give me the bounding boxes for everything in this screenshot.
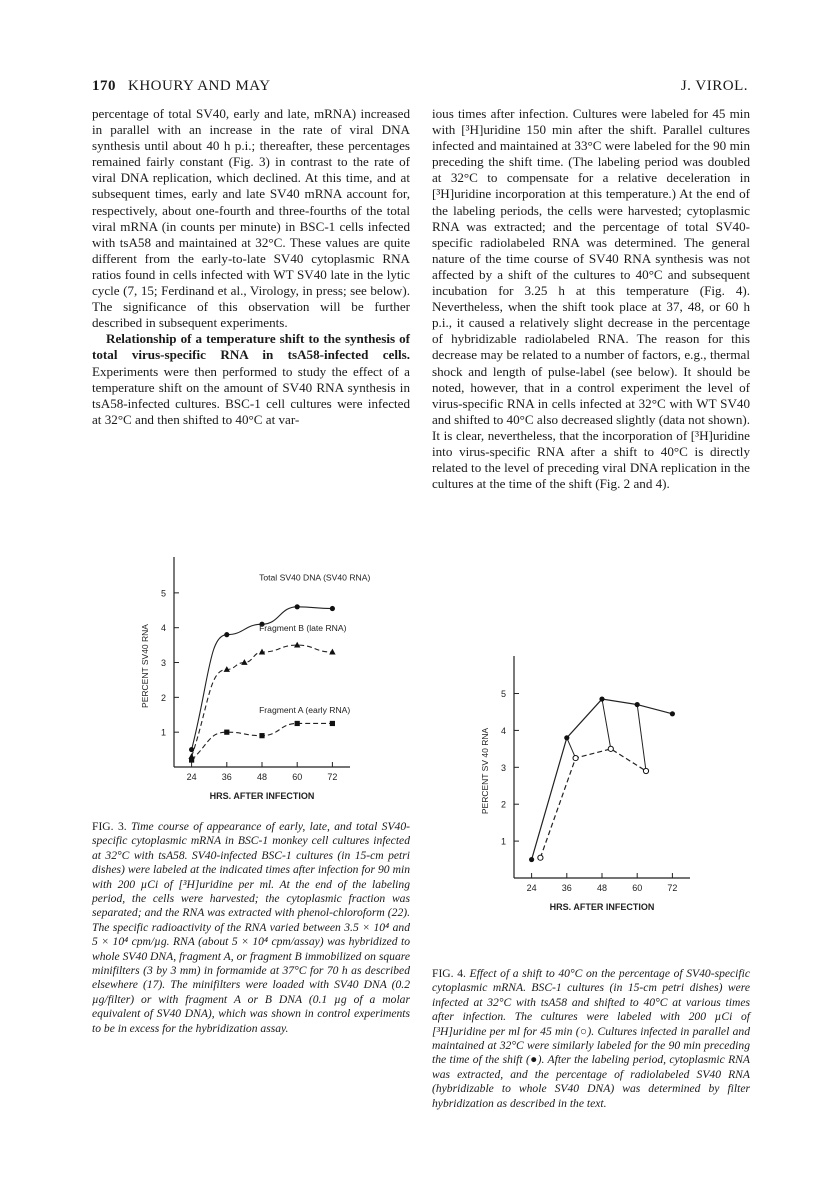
x-tick-label: 24 bbox=[186, 772, 197, 782]
figure-4-caption bbox=[432, 967, 750, 1111]
data-point bbox=[608, 746, 613, 751]
right-column bbox=[432, 106, 750, 492]
figure-3-label: FIG. 3. bbox=[92, 820, 127, 833]
data-point bbox=[538, 855, 543, 860]
data-point bbox=[189, 747, 194, 752]
x-axis-label: HRS. AFTER INFECTION bbox=[549, 902, 655, 912]
y-tick-label: 1 bbox=[500, 836, 506, 847]
data-point bbox=[599, 696, 604, 701]
data-point bbox=[330, 606, 335, 611]
data-point bbox=[189, 757, 194, 762]
data-point bbox=[295, 721, 300, 726]
x-axis-label: HRS. AFTER INFECTION bbox=[209, 791, 315, 801]
body-text: Experiments were then performed to study the effect of a temperature shift on the amount of SV40 RNA synthesis in tsA58-infected cultures. BSC-1 cell cultures were infected at 32°C and then shifted to 40°C at var- bbox=[92, 363, 410, 427]
figure-3-chart bbox=[130, 545, 370, 807]
running-authors: KHOURY AND MAY bbox=[128, 78, 271, 94]
series-line bbox=[540, 749, 646, 858]
data-point bbox=[224, 730, 229, 735]
y-axis-label: PERCENT SV40 RNA bbox=[140, 624, 150, 708]
y-tick-label: 1 bbox=[160, 727, 166, 738]
y-tick-label: 3 bbox=[500, 762, 506, 773]
data-point bbox=[635, 702, 640, 707]
running-header bbox=[92, 78, 748, 100]
section-heading: Relationship of a temperature shift to the synthesis of total virus-specific RNA in tsA58-infected cells. bbox=[92, 331, 410, 363]
figure-3-caption bbox=[92, 820, 410, 1036]
shift-connector bbox=[602, 699, 611, 749]
series-label: Fragment B (late RNA) bbox=[259, 623, 347, 634]
body-paragraph: percentage of total SV40, early and late, mRNA) increased in parallel with an increase in the rate of viral DNA synthesis until about 40 h p.i.; thereafter, these percentages remained fairly constant (Fig. 3) in contrast to the rate of viral DNA replication, which declined. At this time, and at subsequent times, early and late SV40 mRNA account for, respectively, about one-fourth and three-fourths of the total viral mRNA (in counts per minute) in BSC-1 cells infected with tsA58 and maintained at 32°C. These values are quite different from the early-to-late SV40 cytoplasmic RNA ratios found in cells infected with WT SV40 late in the lytic cycle (7, 15; Ferdinand et al., Virology, in press; see below). The significance of this observation will be further described in subsequent experiments. bbox=[92, 106, 410, 331]
data-point bbox=[224, 632, 229, 637]
x-tick-label: 72 bbox=[327, 772, 338, 782]
y-tick-label: 4 bbox=[500, 725, 506, 736]
x-tick-label: 48 bbox=[256, 772, 268, 782]
series-line bbox=[192, 723, 333, 760]
data-point bbox=[670, 711, 675, 716]
x-tick-label: 24 bbox=[526, 883, 537, 893]
data-point bbox=[573, 755, 578, 760]
figure-4-chart bbox=[470, 650, 710, 922]
figure-4-caption-text: Effect of a shift to 40°C on the percentage of SV40-specific cytoplasmic mRNA. BSC-1 cultures (in 15-cm petri dishes) were infected at 32°C with tsA58 and shifted to 40°C at various times after infection. The cultures were labeled with 200 µCi of [³H]uridine per ml for 45 min (○). Cultures infected in parallel and maintained at 32°C were similarly labeled for the 90 min preceding the time of the shift (●). After the labeling period, cytoplasmic RNA was extracted, and the percentage of radiolabeled SV40 RNA (hybridizable to whole SV40 DNA) was determined by filter hybridization as described in the text. bbox=[432, 967, 750, 1110]
x-tick-label: 60 bbox=[292, 772, 303, 782]
y-tick-label: 5 bbox=[160, 588, 166, 599]
x-tick-label: 72 bbox=[667, 883, 678, 893]
data-point bbox=[241, 659, 247, 665]
series-line bbox=[532, 699, 673, 860]
body-paragraph: ious times after infection. Cultures were labeled for 45 min with [³H]uridine 150 min after the shift. Parallel cultures infected and maintained at 33°C were labeled for the 90 min preceding the shift time. (The labeling period was doubled at 32°C to compensate for a relative deceleration in [³H]uridine incorporation at this temperature.) At the end of the labeling periods, the cells were harvested; cytoplasmic RNA was extracted; and the percentage of total SV40-specific radiolabeled RNA was determined. The general nature of the time course of SV40 RNA synthesis was not affected by a shift of the cultures to 40°C and subsequent incubation for 3.25 h at this temperature (Fig. 4). Nevertheless, when the shift took place at 37, 48, or 60 h p.i., it caused a relatively slight decrease in the percentage of hybridizable radiolabeled RNA. The reason for this decrease may be related to a number of factors, e.g., thermal shock and length of pulse-label (see below). It should be noted, however, that in a control experiment the level of virus-specific RNA in cells infected at 32°C with WT SV40 and shifted to 40°C also decreased slightly (data not shown). It is clear, nevertheless, that the incorporation of [³H]uridine into virus-specific RNA after a shift to 40°C is directly related to the level of preceding viral DNA replication in the cultures at the time of the shift (Fig. 2 and 4). bbox=[432, 106, 750, 492]
series-label: Total SV40 DNA (SV40 RNA) bbox=[259, 572, 370, 583]
figure-3-caption-text: Time course of appearance of early, late, and total SV40-specific cytoplasmic mRNA in BSC-1 monkey cell cultures infected at 32°C with tsA58. SV40-infected BSC-1 cultures (in 15-cm petri dishes) were labeled at the indicated times after infection for 90 min with 200 µCi of [³H]uridine per ml. At the end of the labeling period, the cells were harvested; the cytoplasmic fraction was separated; and the RNA was extracted with phenol-chloroform (22). The specific radioactivity of the RNA varied between 3.5 × 10⁴ and 5 × 10⁴ cpm/µg. RNA (about 5 × 10⁴ cpm/assay) was hybridized to whole SV40 DNA, fragment A, or fragment B immobilized on square minifilters (3 by 3 mm) in formamide at 37°C for 70 h as described elsewhere (17). The minifilters were loaded with SV40 DNA (0.2 µg/filter) or with fragment A or B DNA (0.1 µg of a molar equivalent of SV40 DNA), which was shown in control experiments to be in excess for the hybridization assay. bbox=[92, 820, 410, 1035]
data-point bbox=[330, 721, 335, 726]
data-point bbox=[564, 735, 569, 740]
x-tick-label: 60 bbox=[632, 883, 643, 893]
x-tick-label: 48 bbox=[596, 883, 608, 893]
y-tick-label: 4 bbox=[160, 623, 166, 634]
data-point bbox=[529, 857, 534, 862]
y-axis-label: PERCENT SV 40 RNA bbox=[480, 727, 490, 815]
data-point bbox=[295, 604, 300, 609]
y-tick-label: 2 bbox=[160, 692, 166, 703]
page-number: 170 bbox=[92, 78, 116, 94]
y-tick-label: 3 bbox=[160, 658, 166, 669]
series-line bbox=[192, 645, 333, 756]
y-tick-label: 5 bbox=[500, 689, 506, 700]
shift-connector bbox=[567, 738, 576, 758]
shift-connector bbox=[637, 705, 646, 771]
figure-4-label: FIG. 4. bbox=[432, 967, 466, 980]
journal-name: J. VIROL. bbox=[680, 78, 748, 94]
data-point bbox=[259, 733, 264, 738]
section-paragraph bbox=[92, 331, 410, 428]
data-point bbox=[643, 768, 648, 773]
series-label: Fragment A (early RNA) bbox=[259, 705, 351, 716]
x-tick-label: 36 bbox=[561, 883, 572, 893]
y-tick-label: 2 bbox=[500, 799, 506, 810]
left-column bbox=[92, 106, 410, 428]
x-tick-label: 36 bbox=[221, 772, 232, 782]
